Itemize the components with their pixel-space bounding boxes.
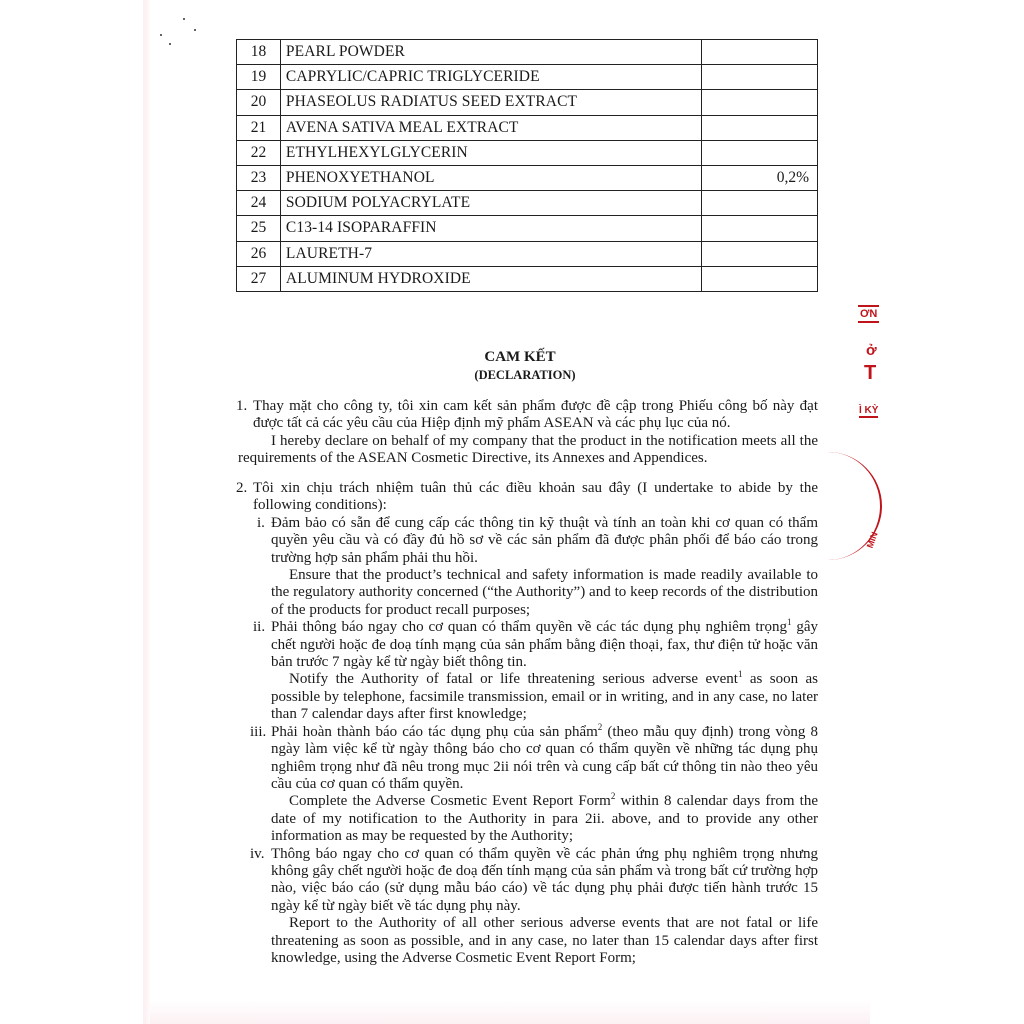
table-row — [237, 115, 818, 140]
scan-speck — [183, 18, 185, 20]
ingredient-name: ETHYLHEXYLGLYCERIN — [280, 140, 701, 165]
ingredient-number: 25 — [237, 216, 281, 241]
scan-speck — [160, 34, 162, 36]
condition-ii — [236, 619, 818, 723]
table-row — [237, 266, 818, 291]
ingredient-name: CAPRYLIC/CAPRIC TRIGLYCERIDE — [280, 65, 701, 90]
table-row — [237, 65, 818, 90]
seal-fragment: T — [864, 362, 877, 384]
declaration-subtitle: (DECLARATION) — [474, 368, 576, 382]
table-row — [237, 165, 818, 190]
ingredient-concentration — [701, 90, 817, 115]
table-row — [237, 191, 818, 216]
ingredient-name: PHASEOLUS RADIATUS SEED EXTRACT — [280, 90, 701, 115]
ingredient-concentration — [701, 65, 817, 90]
table-row — [237, 90, 818, 115]
ingredient-name: ALUMINUM HYDROXIDE — [280, 266, 701, 291]
item-1-english: I hereby declare on behalf of my company that the product in the notification meets all the requirements of the ASEAN Cosmetic Directive, its Annexes and Appendices. — [238, 432, 818, 467]
condition-iv — [236, 846, 818, 968]
ingredient-number: 18 — [237, 40, 281, 65]
seal-fragment: MIN — [864, 530, 880, 550]
ingredient-number: 23 — [237, 165, 281, 190]
condition-i-vietnamese: Đảm bảo có sẵn để cung cấp các thông tin kỹ thuật và tính an toàn khi cơ quan có thẩm quyền yêu cầu và có đầy đủ hồ sơ về các sản phẩm đã được phân phối để báo cáo trong trường hợp sản phẩm phải thu hồi. — [271, 514, 818, 566]
ingredient-concentration — [701, 140, 817, 165]
condition-label: iii. — [250, 723, 267, 740]
ingredient-number: 27 — [237, 266, 281, 291]
ingredient-concentration: 0,2% — [701, 165, 817, 190]
condition-iv-vietnamese: Thông báo ngay cho cơ quan có thẩm quyền về các phản ứng phụ nghiêm trọng nhưng không gây chết người hoặc đe doạ đến tính mạng của sản phẩm và trong bất cứ trường hợp nào, việc báo cáo (sử dụng mẫu báo cáo) về tác dụng phụ phải được tiến hành trước 15 ngày kể từ ngày biết về tác dụng phụ này. — [271, 845, 818, 914]
condition-i — [236, 515, 818, 619]
ingredient-concentration — [701, 216, 817, 241]
condition-i-english: Ensure that the product’s technical and safety information is made readily available to the regulatory authority concerned (“the Authority”) and to keep records of the distribution of the products for product recall purposes; — [271, 567, 818, 618]
scan-bleed — [150, 1000, 870, 1024]
ingredient-number: 20 — [237, 90, 281, 115]
ingredient-number: 24 — [237, 191, 281, 216]
condition-label: iv. — [250, 845, 265, 862]
ingredient-concentration — [701, 191, 817, 216]
ingredient-concentration — [701, 266, 817, 291]
declaration-item-2 — [236, 480, 818, 967]
ingredient-name: SODIUM POLYACRYLATE — [280, 191, 701, 216]
condition-label: i. — [257, 514, 265, 531]
condition-ii-english: Notify the Authority of fatal or life threatening serious adverse event$^1$ as soon as possible by telephone, facsimile transmission, email or in writing, and in any case, no later than 7 calendar days after first knowledge; — [271, 669, 819, 723]
item-number: 2. — [236, 480, 248, 496]
item-number: 1. — [236, 398, 248, 414]
table-row — [237, 241, 818, 266]
ingredients-table — [236, 39, 818, 292]
item-2-intro: Tôi xin chịu trách nhiệm tuân thủ các điều khoản sau đây (I undertake to abide by the following conditions): — [253, 480, 818, 514]
ingredient-number: 22 — [237, 140, 281, 165]
item-1-vietnamese: Thay mặt cho công ty, tôi xin cam kết sản phẩm được đề cập trong Phiếu công bố này đạt được tất cả các yêu cầu của Hiệp định mỹ phẩm ASEAN và các phụ lục của nó. — [253, 398, 818, 432]
condition-label: ii. — [253, 619, 266, 636]
ingredient-concentration — [701, 115, 817, 140]
ingredient-number: 19 — [237, 65, 281, 90]
footnote-ref: 2 — [597, 721, 603, 732]
ingredient-concentration — [701, 241, 817, 266]
ingredient-number: 21 — [237, 115, 281, 140]
scan-speck — [194, 29, 196, 31]
condition-iii-english: Complete the Adverse Cosmetic Event Report Form$^2$ within 8 calendar days from the date of my notification to the Authority in para 2ii. above, and to provide any other information as may be requested by the Authority; — [271, 791, 819, 845]
ingredient-name: LAURETH-7 — [280, 241, 701, 266]
condition-iii-vietnamese: Phải hoàn thành báo cáo tác dụng phụ của sản phẩm$^2$ (theo mẫu quy định) trong vòng 8 ngày làm việc kể từ ngày thông báo cho cơ quan có thẩm quyền về những tác dụng phụ nghiêm trọng như đã nêu trong mục 2ii nói trên và cung cấp bất cứ thông tin nào theo yêu cầu của cơ quan có thẩm quyền. — [271, 721, 818, 792]
condition-iv-english: Report to the Authority of all other serious adverse events that are not fatal or life threatening as soon as possible, and in any case, no later than 15 calendar days after first knowledge, using the Adverse Cosmetic Event Report Form; — [271, 915, 818, 966]
footnote-ref: 1 — [787, 617, 792, 628]
seal-fragment: ở — [866, 342, 877, 359]
footnote-ref: 1 — [737, 669, 743, 680]
table-row — [237, 40, 818, 65]
condition-iii — [236, 721, 819, 846]
condition-ii-vietnamese: Phải thông báo ngay cho cơ quan có thẩm quyền về các tác dụng phụ nghiêm trọng$^1$ gây chết người hoặc đe doạ tính mạng của sản phẩm bằng điện thoại, fax, thư điện tử hoặc văn bản trước 7 ngày kể từ ngày biết thông tin. — [271, 617, 818, 671]
declaration-title: CAM KẾT — [484, 349, 556, 365]
declaration-item-1 — [236, 398, 818, 468]
ingredient-name: PHENOXYETHANOL — [280, 165, 701, 190]
footnote-ref: 2 — [610, 791, 616, 802]
ingredient-number: 26 — [237, 241, 281, 266]
table-row — [237, 216, 818, 241]
ingredient-name: AVENA SATIVA MEAL EXTRACT — [280, 115, 701, 140]
scanned-page-edge — [143, 0, 151, 1024]
ingredient-name: PEARL POWDER — [280, 40, 701, 65]
ingredient-concentration — [701, 40, 817, 65]
seal-fragment: Ì KỲ — [859, 405, 879, 416]
ingredient-name: C13-14 ISOPARAFFIN — [280, 216, 701, 241]
seal-fragment: ƠN — [858, 305, 879, 323]
table-row — [237, 140, 818, 165]
scan-speck — [169, 43, 171, 45]
